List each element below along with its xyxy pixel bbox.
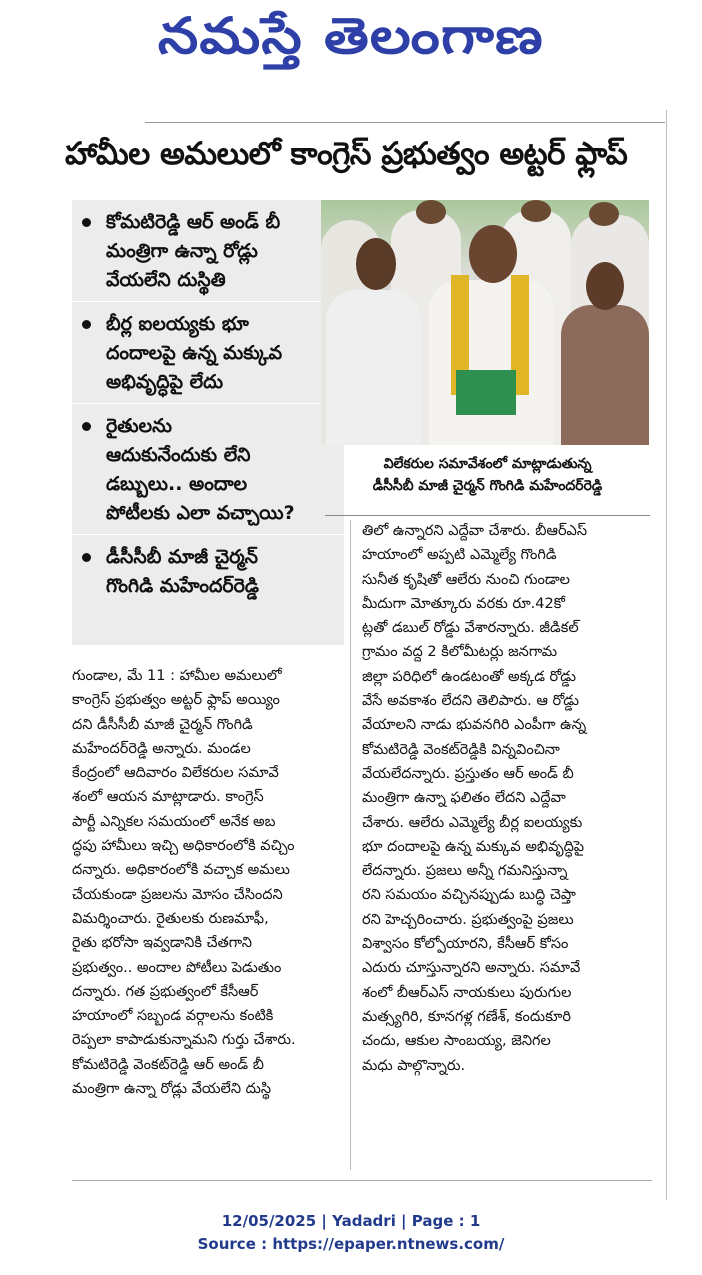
article-line: మంత్రిగా ఉన్నా రోడ్లు వేయలేని దుస్థి [72,1081,272,1098]
article-line: వేసే అవకాశం లేదని తెలిపారు. ఆ రోడ్డు [362,693,579,710]
page-footer [0,1210,702,1256]
article-line: గుండాల, మే 11 : హామీల అమలులో [72,668,282,684]
article-line: మీదుగా మోత్కూరు వరకు రూ.42కో [362,595,565,612]
article-line: ప్రభుత్వం.. అందాల పోటీలు పెడుతుం [72,959,282,976]
article-line: దన్నారు. గత ప్రభుత్వంలో కేసీఆర్ [72,983,259,1000]
article-line: రెప్పలా కాపాడుకున్నామని గుర్తు చేశారు. [72,1032,296,1049]
bullet-dot-icon [82,553,91,562]
article-headline: హామీల అమలులో కాంగ్రెస్ ప్రభుత్వం అట్టర్ ఫ్లాప్ [65,136,628,172]
highlight-item [72,543,344,601]
highlight-item [72,310,344,397]
highlight-line: డబ్బులు.. అందాల [106,473,248,495]
divider-bottom [72,1180,652,1181]
bullet-dot-icon [82,320,91,329]
article-line: రని సమయం వచ్చినప్పుడు బుద్ధి చెప్తా [362,887,576,904]
article-line: శంలో ఆయన మాట్లాడారు. కాంగ్రెస్ [72,789,264,806]
article-line: దని డీసీసీబీ మాజీ చైర్మన్ గొంగిడి [72,716,253,733]
article-line: మత్స్యగిరి, కూనగళ్ల గణేశ్, కందుకూరి [362,1008,571,1025]
highlight-line: గొంగిడి మహేందర్‌రెడ్డి [106,575,259,597]
bullet-dot-icon [82,218,91,227]
highlight-line: డీసీసీబీ మాజీ చైర్మన్ [106,546,258,568]
news-photo [321,200,649,445]
article-column-left [72,664,342,1101]
highlight-line: అభివృద్ధిపై లేదు [106,371,224,393]
highlight-line: బీర్ల ఐలయ్యకు భూ [106,313,249,335]
highlight-line: దందాలపై ఉన్న మక్కువ [106,342,283,364]
highlight-separator [72,534,344,535]
article-line: గ్రామం వద్ద 2 కిలోమీటర్లు జనగామ [362,644,558,661]
article-line: మంత్రిగా ఉన్నా ఫలితం లేదని ఎద్దేవా [362,790,566,807]
highlight-line: కోమటిరెడ్డి ఆర్ అండ్ బీ [106,211,281,233]
article-line: వేయలేదన్నారు. ప్రస్తుతం ఆర్ అండ్ బీ [362,765,574,782]
article-line: శంలో బీఆర్‌ఎస్ నాయకులు పురుగుల [362,984,572,1001]
divider-right [666,110,667,1200]
highlight-line: పోటీలకు ఎలా వచ్చాయి? [106,502,295,524]
article-column-right [362,519,652,1078]
article-line: తిలో ఉన్నారని ఎద్దేవా చేశారు. బీఆర్‌ఎస్ [362,523,588,539]
column-divider [350,520,351,1170]
highlight-item [72,208,344,295]
highlight-item [72,412,344,528]
article-line: మధు పాల్గొన్నారు. [362,1057,466,1074]
article-line: హయాంలో అప్పటి ఎమ్మెల్యే గొంగిడి [362,547,557,564]
article-line: ద్ధపు హామీలు ఇచ్చి అధికారంలోకి వచ్చిం [72,838,295,855]
adjacent-article-edge [672,110,702,1200]
article-line: కాంగ్రెస్ ప్రభుత్వం అట్టర్ ఫ్లాప్ అయ్యిం [72,692,280,709]
photo-caption [325,453,650,516]
masthead [0,0,702,80]
highlight-line: వేయలేని దుస్థితి [106,269,226,291]
photo-caption-line-1: విలేకరుల సమావేశంలో మాట్లాడుతున్న [383,456,592,472]
highlight-line: ఆదుకునేందుకు లేని [106,444,251,466]
highlight-separator [72,403,344,404]
article-line: సునీత కృషితో ఆలేరు నుంచి గుండాల [362,571,570,588]
article-line: జిల్లా పరిధిలో ఉండటంతో అక్కడ రోడ్డు [362,668,576,685]
article-line: లేదన్నారు. ప్రజలు అన్నీ గమనిస్తున్నా [362,863,568,880]
article-line: భూ దందాలపై ఉన్న మక్కువ అభివృద్ధిపై [362,838,585,855]
highlight-separator [72,301,344,302]
article-line: మహేందర్‌రెడ్డి అన్నారు. మండల [72,740,251,757]
bullet-dot-icon [82,422,91,431]
highlights-box [72,200,344,645]
article-line: కేంద్రంలో ఆదివారం విలేకరుల సమావే [72,765,279,782]
article-line: చేశారు. ఆలేరు ఎమ్మెల్యే బీర్ల ఐలయ్యకు [362,814,583,831]
article-line: చందు, ఆకుల సాంబయ్య, జెనిగల [362,1033,551,1050]
article-line: రని హెచ్చరించారు. ప్రభుత్వంపై ప్రజలు [362,911,574,928]
article-line: వేయాలని నాడు భువనగిరి ఎంపీగా ఉన్న [362,717,587,734]
footer-date-edition: 12/05/2025 | Yadadri | Page : 1 [221,1212,481,1230]
article-line: ఎదురు చూస్తున్నారని అన్నారు. సమావే [362,960,581,977]
newspaper-title: నమస్తే తెలంగాణ [158,6,544,65]
article-line: చేయకుండా ప్రజలను మోసం చేసిందని [72,886,283,903]
highlight-line: రైతులను [106,415,173,437]
article-line: పార్టీ ఎన్నికల సమయంలో అనేక అబ [72,813,276,830]
article-line: కోమటిరెడ్డి వెంకట్‌రెడ్డికి విన్నవించినా [362,741,560,758]
article-line: దన్నారు. అధికారంలోకి వచ్చాక అమలు [72,862,290,879]
cut-off-text-strip [70,90,590,104]
article-line: రైతు భరోసా ఇవ్వడానికి చేతగాని [72,935,252,952]
article-line: ట్లతో డబుల్ రోడ్డు వేశారన్నారు. జీడికల్ [362,620,579,637]
article-line: హయాంలో సబ్బండ వర్గాలను కంటికి [72,1008,274,1025]
article-line: విమర్శించారు. రైతులకు రుణమాఫీ, [72,910,269,927]
photo-caption-line-2: డీసీసీబీ మాజీ చైర్మన్ గొంగిడి మహేందర్‌రెడ్డి [372,478,603,494]
footer-source: Source : https://epaper.ntnews.com/ [197,1235,505,1253]
highlight-line: మంత్రిగా ఉన్నా రోడ్లు [106,240,258,262]
divider-top [145,122,665,123]
article-line: కోమటిరెడ్డి వెంకట్‌రెడ్డి ఆర్ అండ్ బీ [72,1056,264,1073]
article-line: విశ్వాసం కోల్పోయారని, కేసీఆర్ కోసం [362,936,569,953]
